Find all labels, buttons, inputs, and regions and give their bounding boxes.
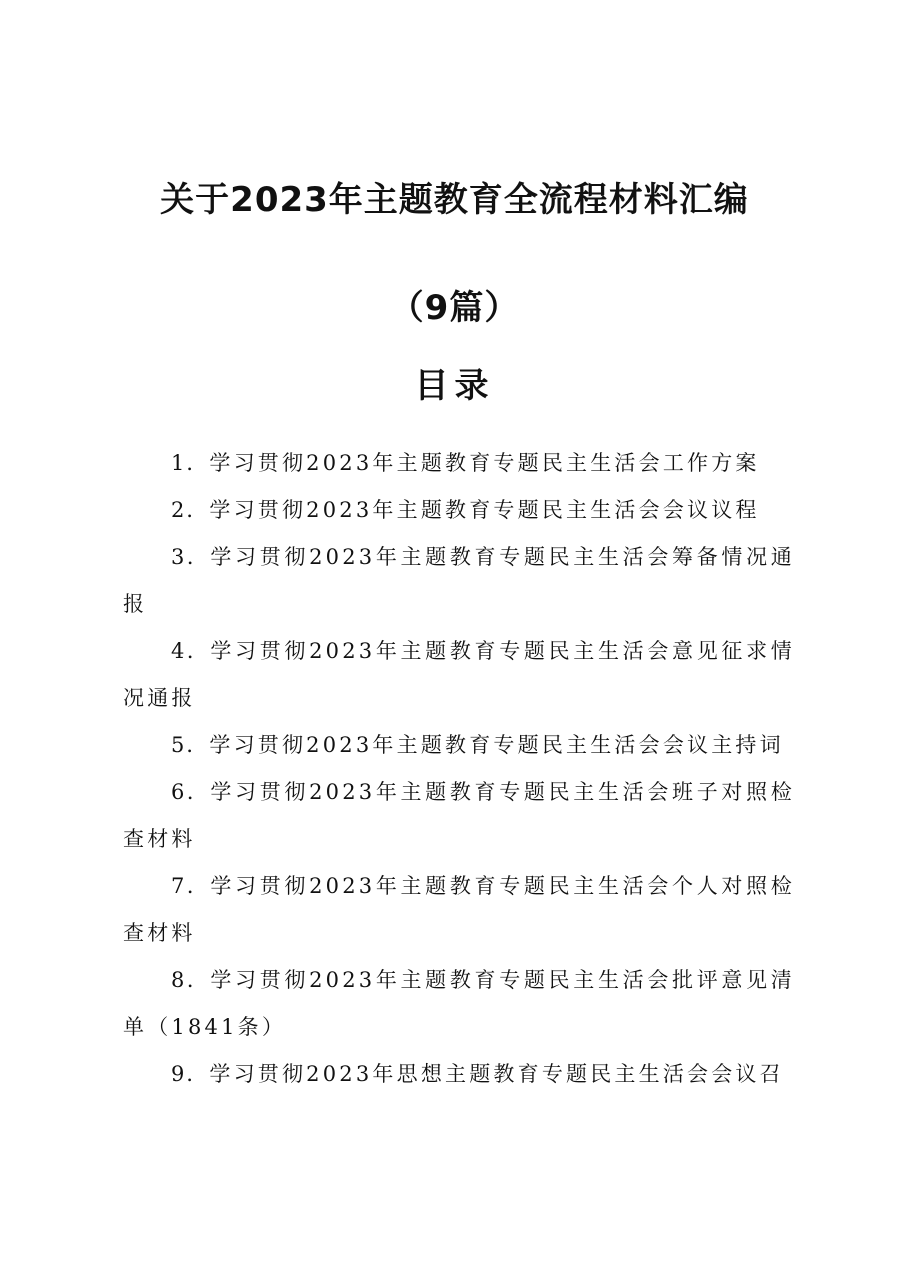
toc-heading: 目录 — [414, 366, 495, 406]
toc-item — [123, 863, 795, 957]
toc-item-number: 6． — [171, 780, 211, 804]
toc-item-number: 9． — [171, 1062, 210, 1086]
toc-item — [123, 957, 795, 1051]
toc-item-text: 学习贯彻2023年思想主题教育专题民主生活会会议召 — [209, 1062, 784, 1086]
document-subtitle: （9篇） — [389, 288, 520, 328]
table-of-contents — [123, 440, 795, 1098]
toc-item — [123, 628, 795, 722]
toc-item-number: 3． — [171, 545, 211, 569]
toc-item-text: 学习贯彻2023年主题教育专题民主生活会工作方案 — [209, 451, 760, 475]
toc-item-text: 学习贯彻2023年主题教育专题民主生活会会议主持词 — [209, 733, 784, 757]
toc-item-text: 学习贯彻2023年主题教育专题民主生活会筹备情况通报 — [123, 545, 795, 616]
toc-item — [123, 534, 795, 628]
toc-item-text: 学习贯彻2023年主题教育专题民主生活会意见征求情况通报 — [123, 639, 795, 710]
toc-item-number: 4． — [171, 639, 211, 663]
toc-item — [123, 487, 795, 534]
toc-item-text: 学习贯彻2023年主题教育专题民主生活会批评意见清单（1841条） — [123, 968, 795, 1039]
toc-item-text: 学习贯彻2023年主题教育专题民主生活会个人对照检查材料 — [123, 874, 795, 945]
toc-item — [123, 769, 795, 863]
toc-item-number: 1． — [171, 451, 210, 475]
document-title: 关于2023年主题教育全流程材料汇编 — [160, 180, 749, 220]
toc-item-number: 8． — [171, 968, 211, 992]
toc-item — [123, 1051, 795, 1098]
toc-item-number: 5． — [171, 733, 210, 757]
toc-item-text: 学习贯彻2023年主题教育专题民主生活会班子对照检查材料 — [123, 780, 795, 851]
toc-item — [123, 440, 795, 487]
toc-item-number: 2． — [171, 498, 210, 522]
toc-item-text: 学习贯彻2023年主题教育专题民主生活会会议议程 — [209, 498, 760, 522]
toc-item-number: 7． — [171, 874, 211, 898]
toc-item — [123, 722, 795, 769]
